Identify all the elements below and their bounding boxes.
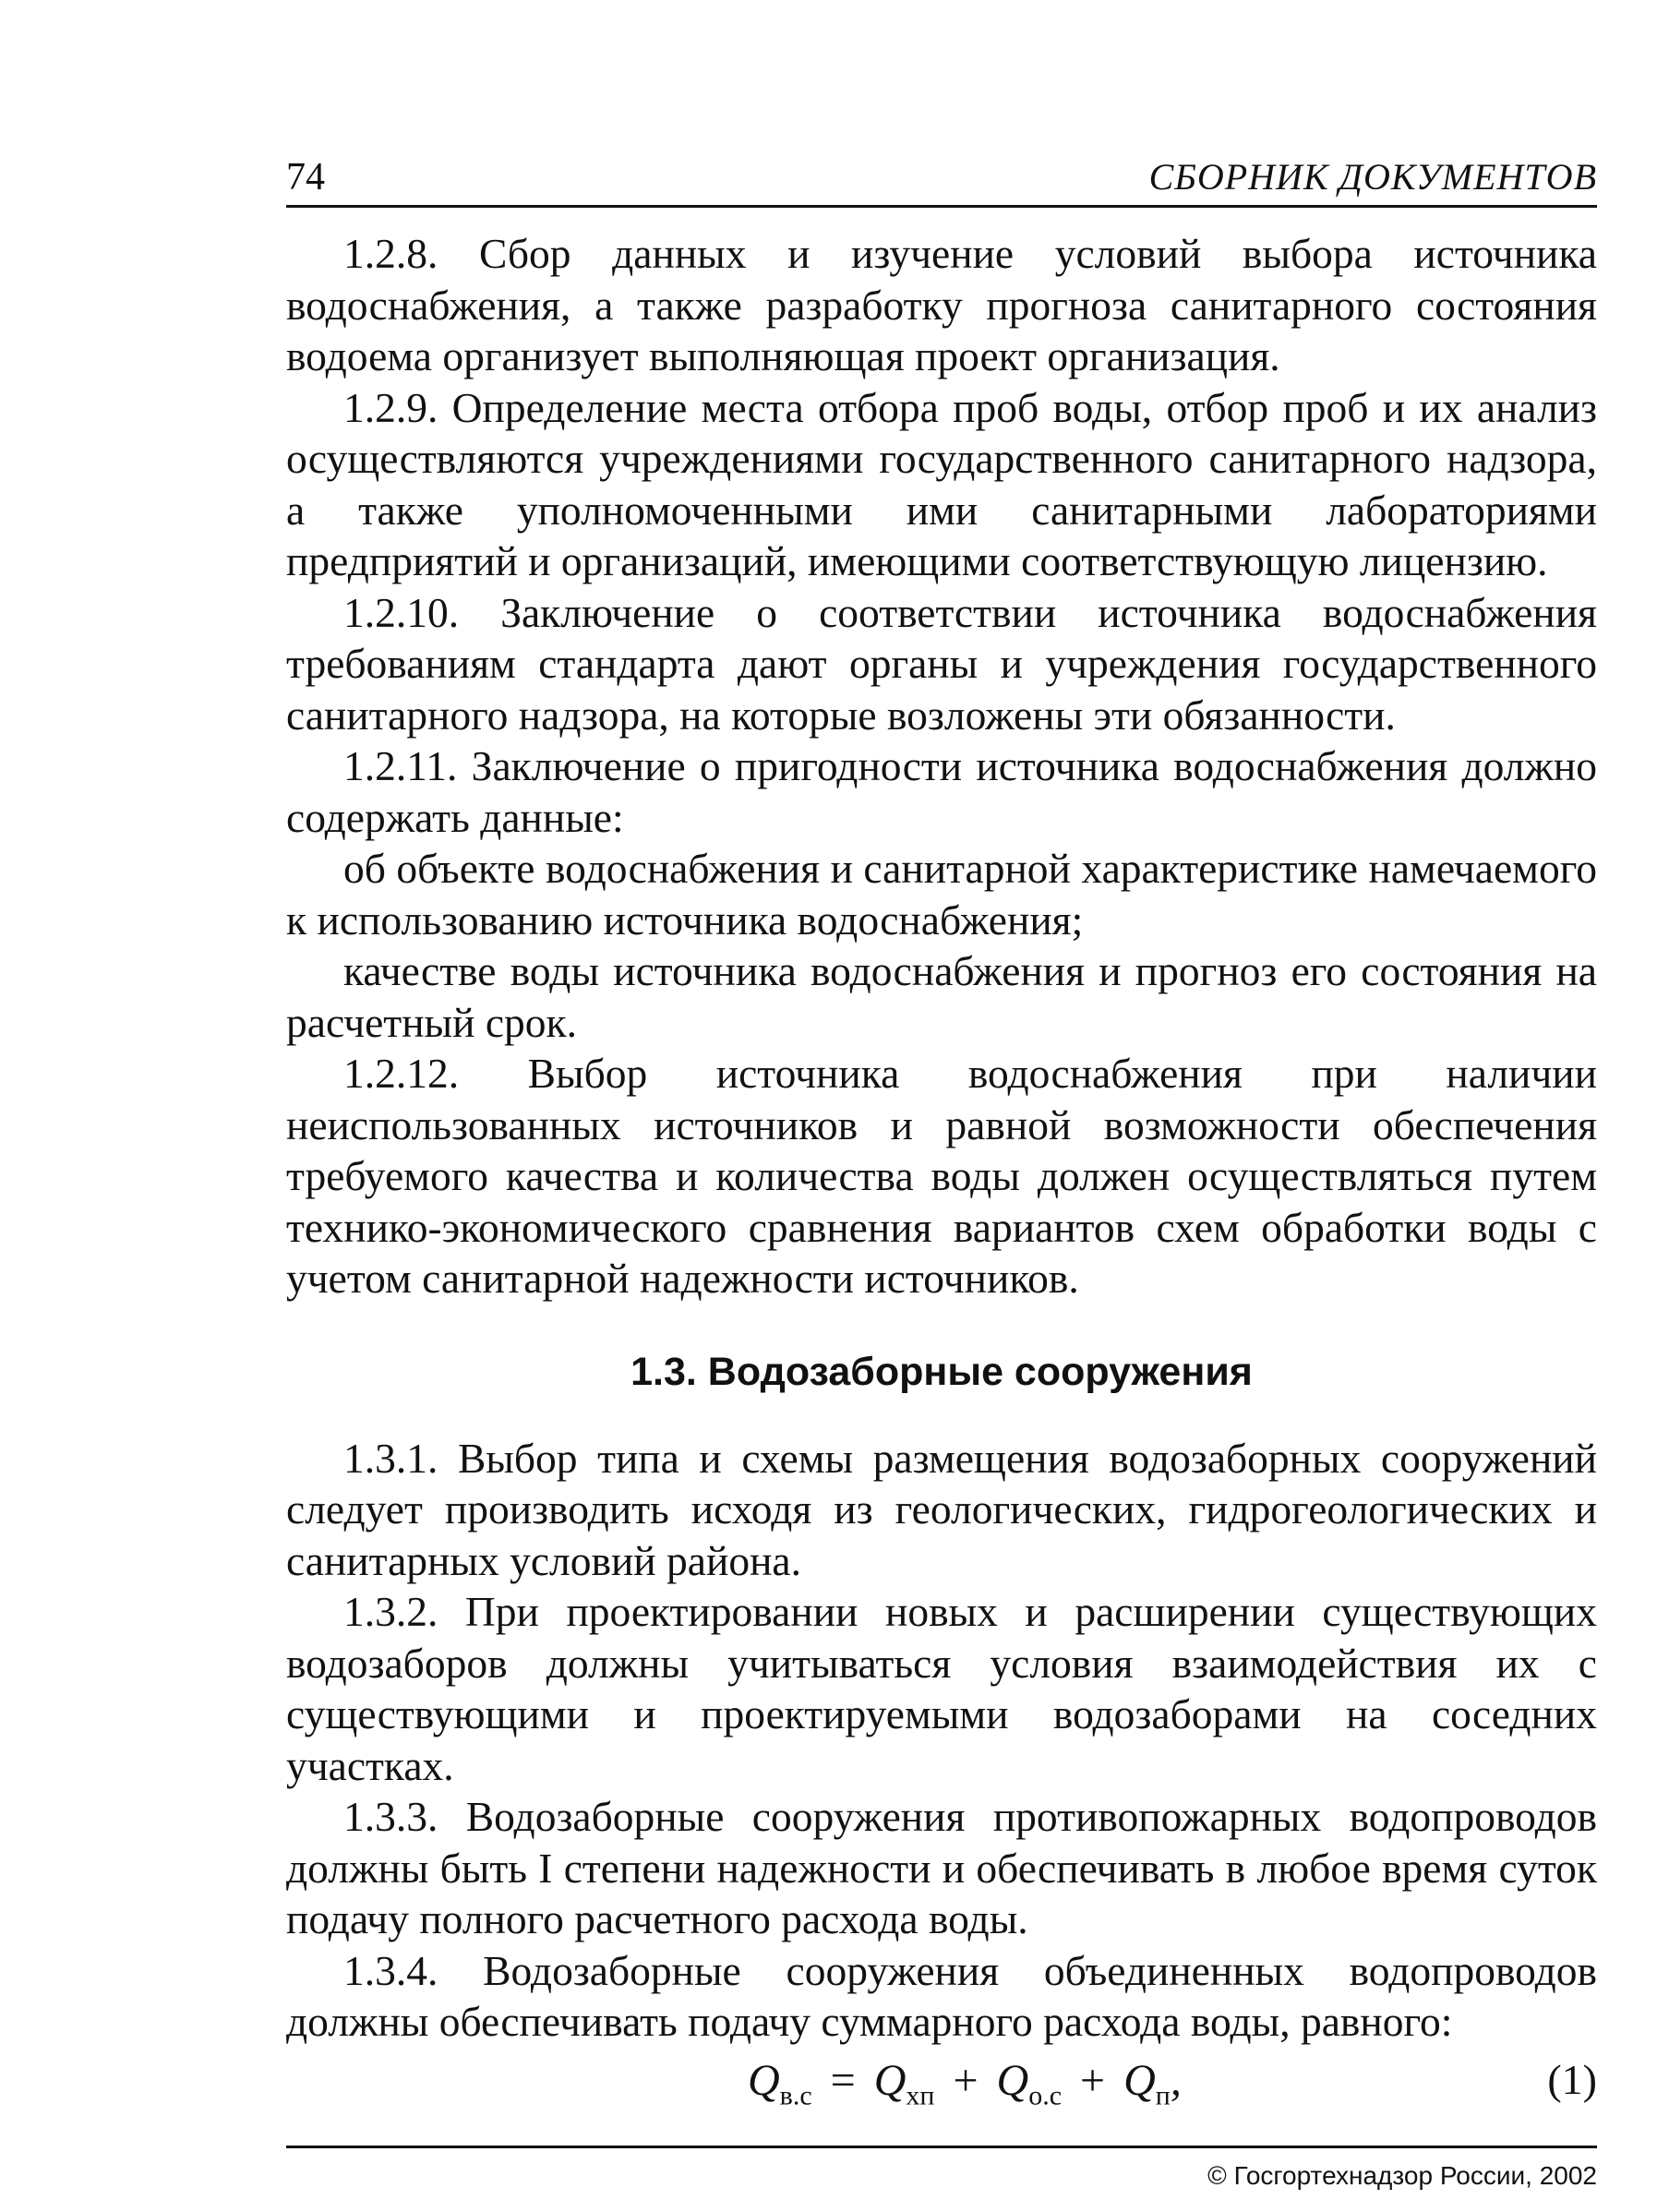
formula-term-3: Q <box>1123 2055 1156 2105</box>
copyright-notice: © Госгортехнадзор России, 2002 <box>1207 2160 1597 2190</box>
running-title: СБОРНИК ДОКУМЕНТОВ <box>1148 156 1597 198</box>
paragraph-1-3-4: 1.3.4. Водозаборные сооружения объединенных водопроводов должны обеспечивать подачу суммарного расхода воды, равного: <box>286 1946 1597 2045</box>
formula-row <box>286 2055 1597 2120</box>
paragraph-1-2-11: 1.2.11. Заключение о пригодности источника водоснабжения должно содержать данные: <box>286 742 1597 841</box>
body-text <box>286 228 1597 2048</box>
formula-lhs-sub: в.с <box>779 2080 812 2111</box>
formula-trailing-comma: , <box>1170 2055 1182 2105</box>
paragraph-1-3-1: 1.3.1. Выбор типа и схемы размещения водозаборных сооружений следует производить исходя из геологических, гидрогеологических и санитарных условий района. <box>286 1434 1597 1584</box>
formula <box>748 2055 1182 2112</box>
paragraph-1-2-10: 1.2.10. Заключение о соответствии источника водоснабжения требованиям стандарта дают органы и учреждения государственного санитарного надзора, на которые возложены эти обязанности. <box>286 588 1597 739</box>
list-item-object: об объекте водоснабжения и санитарной характеристике намечаемого к использованию источника водоснабжения; <box>286 845 1597 944</box>
paragraph-1-2-8: 1.2.8. Сбор данных и изучение условий выбора источника водоснабжения, а также разработку прогноза санитарного состояния водоема организует выполняющая проект организация. <box>286 230 1597 379</box>
page-number: 74 <box>286 156 325 198</box>
formula-term-1-sub: хп <box>906 2080 935 2111</box>
formula-lhs: Q <box>748 2055 780 2105</box>
footer-divider <box>286 2146 1597 2148</box>
paragraph-1-2-9: 1.2.9. Определение места отбора проб воды, отбор проб и их анализ осуществляются учреждениями государственного санитарного надзора, а также уполномоченными ими санитарными лабораториями предприятий и организаций, имеющими соответствующую лицензию. <box>286 383 1597 584</box>
formula-plus-1: + <box>953 2055 979 2105</box>
paragraph-1-3-3: 1.3.3. Водозаборные сооружения противопожарных водопроводов должны быть I степени надежности и обеспечивать в любое время суток подачу полного расчетного расхода воды. <box>286 1793 1597 1942</box>
paragraph-1-3-2: 1.3.2. При проектировании новых и расширении существующих водозаборов должны учитываться условия взаимодействия их с существующими и проектируемыми водозаборами на соседних участках. <box>286 1588 1597 1789</box>
formula-term-1: Q <box>873 2055 907 2105</box>
list-item-quality: качестве воды источника водоснабжения и прогноз его состояния на расчетный срок. <box>286 947 1597 1046</box>
formula-term-2-sub: о.с <box>1028 2080 1063 2111</box>
formula-term-3-sub: п <box>1155 2080 1171 2111</box>
section-heading: 1.3. Водозаборные сооружения <box>630 1349 1253 1394</box>
formula-term-2: Q <box>996 2055 1029 2105</box>
formula-plus-2: + <box>1080 2055 1106 2105</box>
formula-equals: = <box>830 2055 856 2105</box>
document-page <box>286 138 1597 2191</box>
page-header <box>286 138 1597 208</box>
equation-number: (1) <box>1547 2055 1597 2103</box>
paragraph-1-2-12: 1.2.12. Выбор источника водоснабжения при наличии неиспользованных источников и равной возможности обеспечения требуемого качества и количества воды должен осуществляться путем технико-экономического сравнения вариантов схем обработки воды с учетом санитарной надежности источников. <box>286 1050 1597 1302</box>
